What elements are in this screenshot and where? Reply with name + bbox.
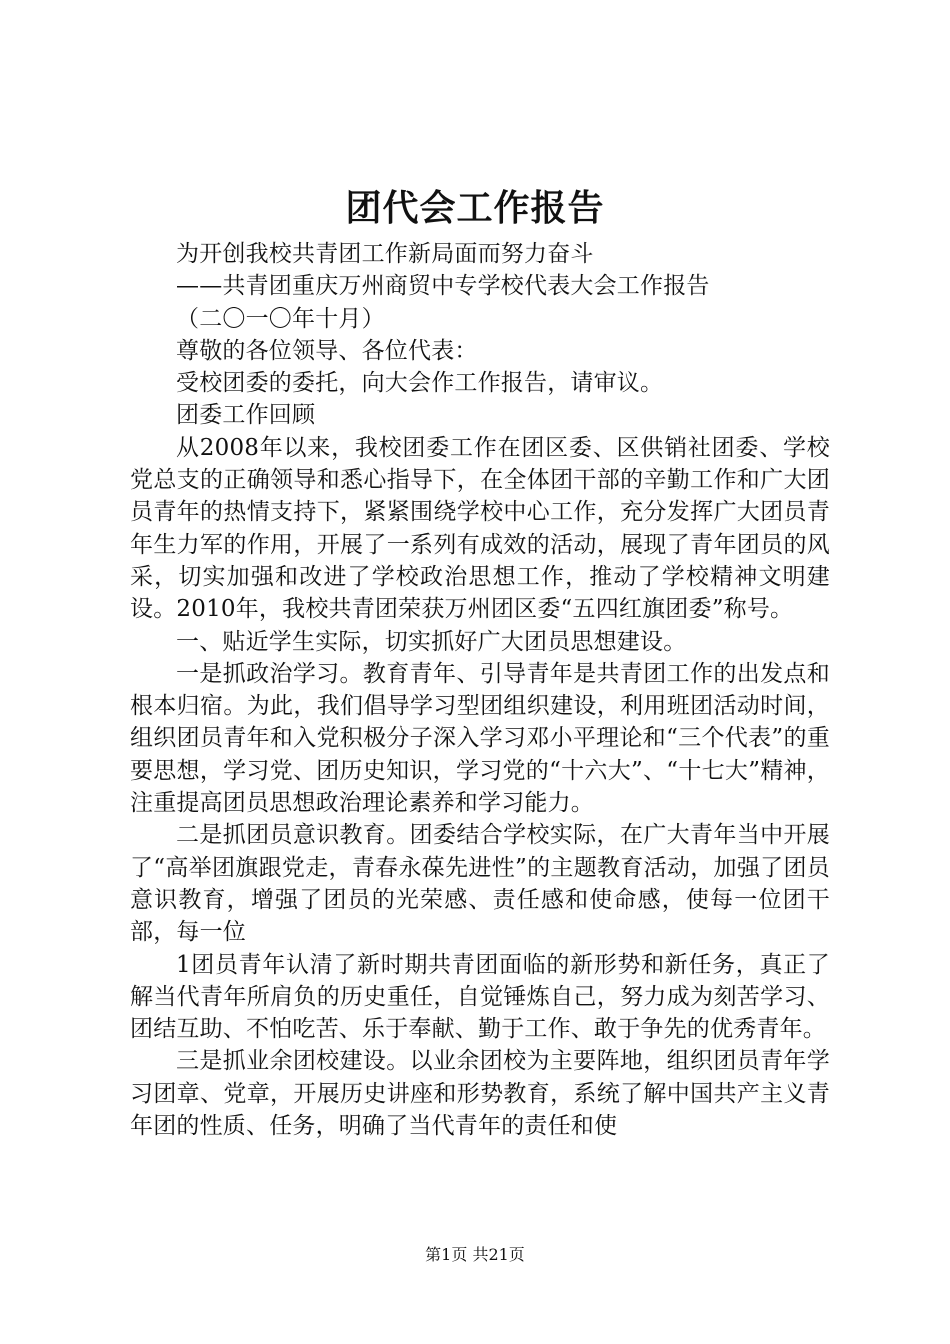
document-title: 团代会工作报告	[345, 187, 605, 229]
subtitle-line: ——共青团重庆万州商贸中专学校代表大会工作报告	[176, 273, 710, 300]
page-number-footer: 第1页 共21页	[425, 1245, 525, 1264]
date-line: （二〇一〇年十月）	[176, 305, 385, 332]
salutation: 尊敬的各位领导、各位代表：	[176, 337, 478, 364]
paragraph: 1团员青年认清了新时期共青团面临的新形势和新任务，真正了解当代青年所肩负的历史重任，自觉锤炼自己，努力成为刻苦学习、团结互助、不怕吃苦、乐于奉献、勤于工作、敢于争先的优秀青年。	[130, 951, 830, 1043]
section-heading: 团委工作回顾	[176, 402, 316, 429]
paragraph: 受校团委的委托，向大会作工作报告，请审议。	[176, 370, 664, 397]
paragraph: 从2008年以来，我校团委工作在团区委、区供销社团委、学校党总支的正确领导和悉心指导下，在全体团干部的辛勤工作和广大团员青年的热情支持下，紧紧围绕学校中心工作，充分发挥广大团员青年生力军的作用，开展了一系列有成效的活动，展现了青年团员的风采，切实加强和改进了学校政治思想工作，推动了学校精神文明建设。2010年，我校共青团荣获万州团区委“五四红旗团委”称号。	[130, 434, 830, 623]
paragraph: 一是抓政治学习。教育青年、引导青年是共青团工作的出发点和根本归宿。为此，我们倡导学习型团组织建设，利用班团活动时间，组织团员青年和入党积极分子深入学习邓小平理论和“三个代表”的重要思想，学习党、团历史知识，学习党的“十六大”、“十七大”精神，注重提高团员思想政治理论素养和学习能力。	[130, 660, 830, 817]
document-body	[130, 238, 830, 1142]
paragraph: 三是抓业余团校建设。以业余团校为主要阵地，组织团员青年学习团章、党章，开展历史讲座和形势教育，系统了解中国共产主义青年团的性质、任务，明确了当代青年的责任和使	[130, 1048, 830, 1140]
section-heading: 一、贴近学生实际，切实抓好广大团员思想建设。	[176, 628, 687, 655]
paragraph: 二是抓团员意识教育。团委结合学校实际，在广大青年当中开展了“高举团旗跟党走，青春永葆先进性”的主题教育活动，加强了团员意识教育，增强了团员的光荣感、责任感和使命感，使每一位团干部，每一位	[130, 822, 830, 946]
subtitle-line: 为开创我校共青团工作新局面而努力奋斗	[176, 241, 594, 267]
